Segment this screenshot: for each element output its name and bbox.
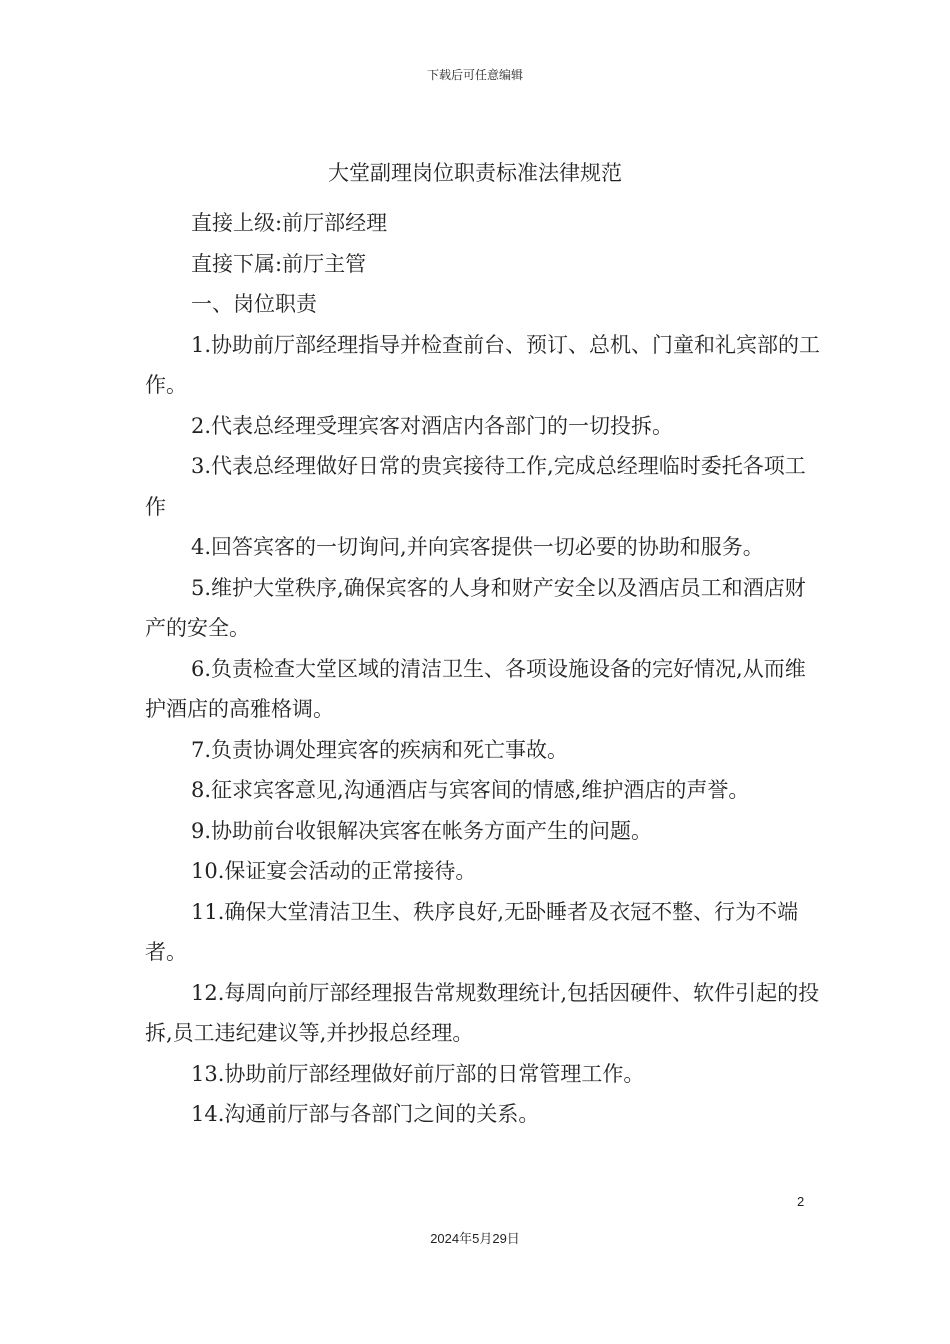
duty-item: 14.沟通前厅部与各部门之间的关系。 [191, 1102, 540, 1126]
duty-item: 1.协助前厅部经理指导并检查前台、预订、总机、门童和礼宾部的工作。 [145, 332, 821, 397]
paragraph-subordinate: 直接下属:前厅主管 [191, 251, 367, 276]
duty-item: 5.维护大堂秩序,确保宾客的人身和财产安全以及酒店员工和酒店财产的安全。 [145, 575, 806, 640]
page-header: 下载后可任意编辑 [426, 68, 523, 82]
duty-item: 9.协助前台收银解决宾客在帐务方面产生的问题。 [191, 818, 653, 843]
duty-item: 4.回答宾客的一切询问,并向宾客提供一切必要的协助和服务。 [191, 535, 764, 559]
footer-date: 2024年5月29日 [430, 1231, 520, 1246]
duty-item: 8.征求宾客意见,沟通酒店与宾客间的情感,维护酒店的声誉。 [191, 778, 750, 802]
duty-item: 10.保证宴会活动的正常接待。 [191, 859, 477, 883]
duty-item: 2.代表总经理受理宾客对酒店内各部门的一切投拆。 [191, 413, 674, 438]
duty-item: 11.确保大堂清洁卫生、秩序良好,无卧睡者及衣冠不整、行为不端者。 [145, 899, 799, 964]
paragraph-supervisor: 直接上级:前厅部经理 [191, 211, 388, 235]
duty-item: 3.代表总经理做好日常的贵宾接待工作,完成总经理临时委托各项工作 [145, 454, 806, 519]
document-title: 大堂副理岗位职责标准法律规范 [328, 161, 622, 185]
duty-item: 6.负责检查大堂区域的清洁卫生、各项设施设备的完好情况,从而维护酒店的高雅格调。 [145, 656, 806, 721]
section-heading: 一、岗位职责 [191, 292, 317, 316]
duty-item: 13.协助前厅部经理做好前厅部的日常管理工作。 [191, 1061, 645, 1086]
duty-item: 12.每周向前厅部经理报告常规数理统计,包括因硬件、软件引起的投拆,员工违纪建议等,并抄报总经理。 [145, 980, 820, 1045]
duty-item: 7.负责协调处理宾客的疾病和死亡事故。 [191, 737, 569, 762]
document-body [145, 203, 825, 1135]
page-number: 2 [797, 1194, 805, 1209]
